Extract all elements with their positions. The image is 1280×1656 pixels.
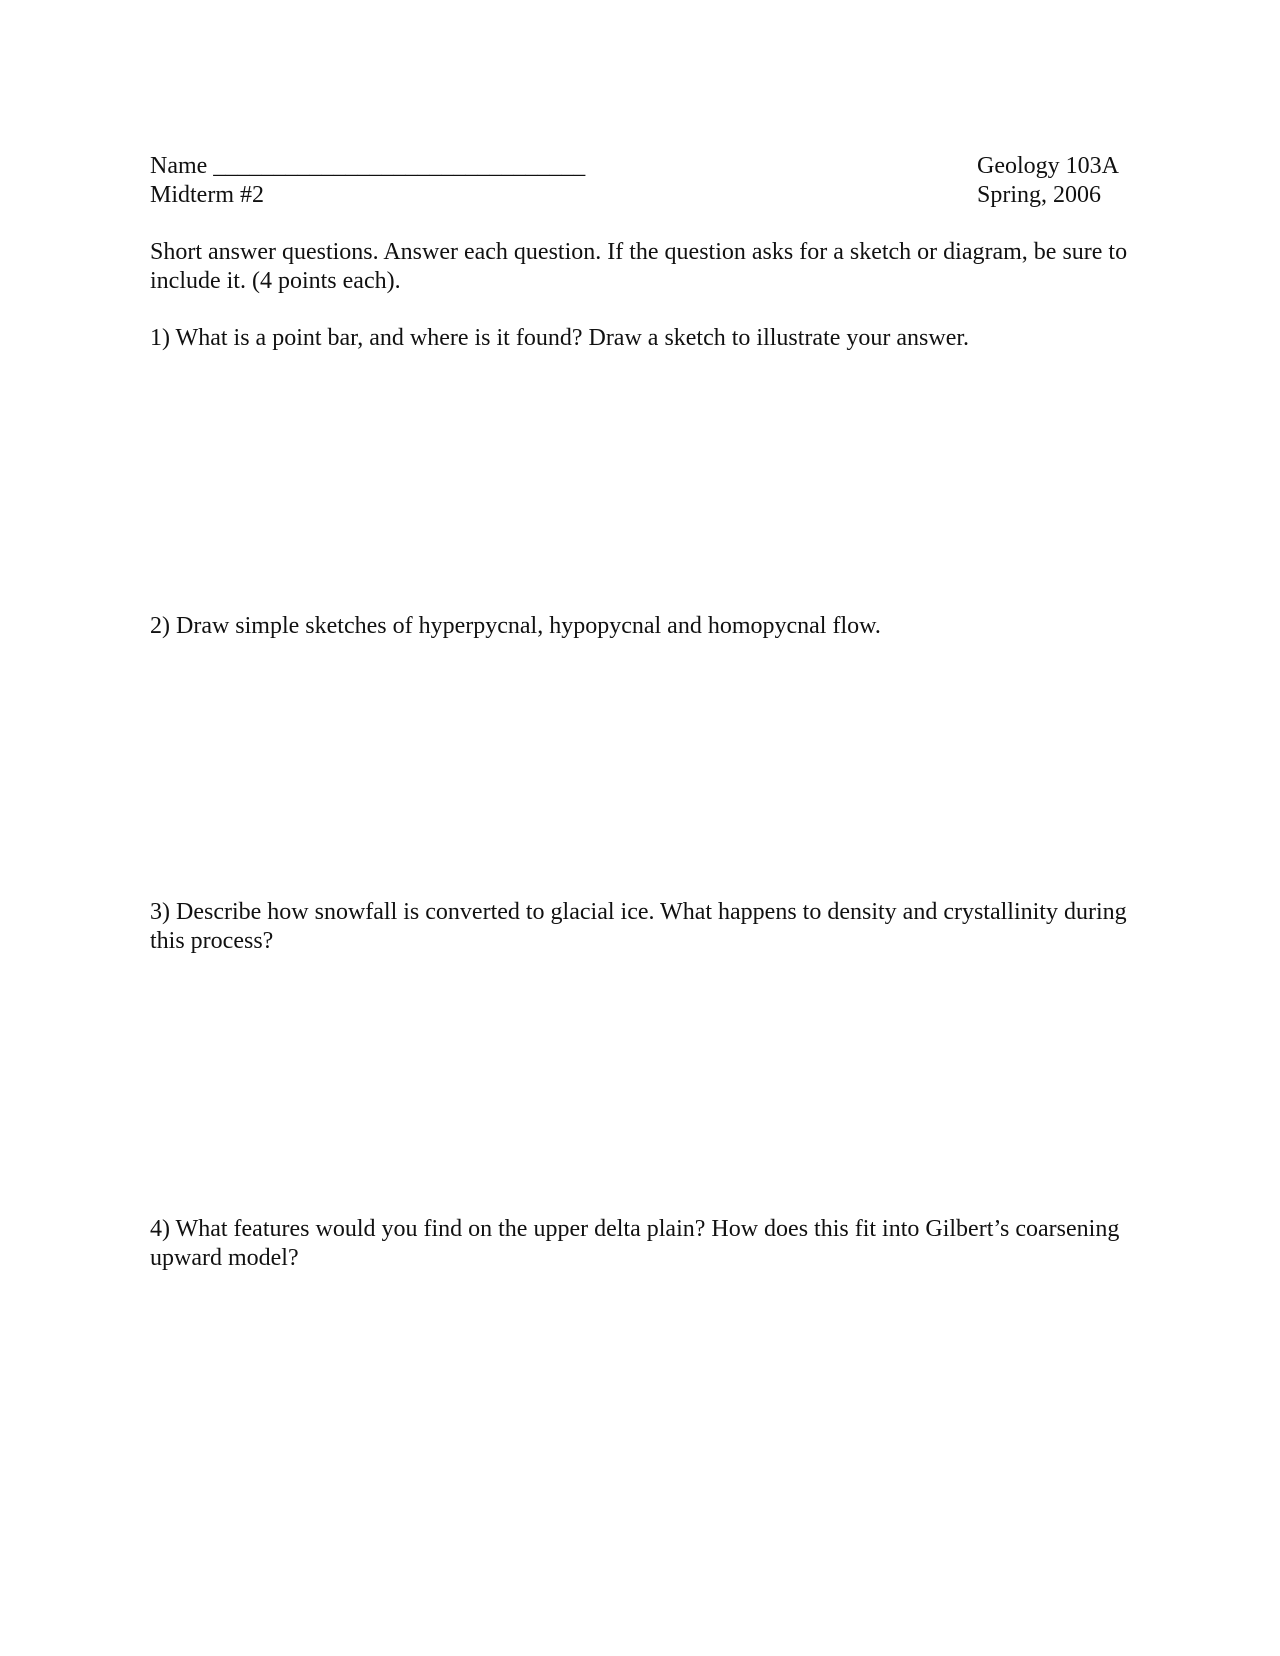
question-4: 4) What features would you find on the upper delta plain? How does this fit into Gilbert’s coarsening upward model? (150, 1216, 1120, 1271)
header-left (150, 152, 585, 210)
course-name: Geology 103A (977, 153, 1119, 179)
term-label: Spring, 2006 (977, 182, 1102, 208)
answer-space-2 (150, 648, 1130, 888)
name-field-label: Name _______________________________ (150, 153, 586, 179)
answer-space-4 (150, 1277, 1130, 1597)
question-3: 3) Describe how snowfall is converted to glacial ice. What happens to density and crystallinity during this process? (150, 899, 1127, 954)
header-right (977, 152, 1119, 210)
exam-title: Midterm #2 (150, 182, 264, 208)
question-2: 2) Draw simple sketches of hyperpycnal, hypopycnal and homopycnal flow. (150, 613, 881, 639)
question-1: 1) What is a point bar, and where is it found? Draw a sketch to illustrate your answer. (150, 325, 970, 351)
instructions: Short answer questions. Answer each question. If the question asks for a sketch or diagram, be sure to include it. (4 points each). (150, 239, 1128, 294)
answer-space-3 (150, 960, 1130, 1200)
answer-space-1 (150, 360, 1130, 600)
